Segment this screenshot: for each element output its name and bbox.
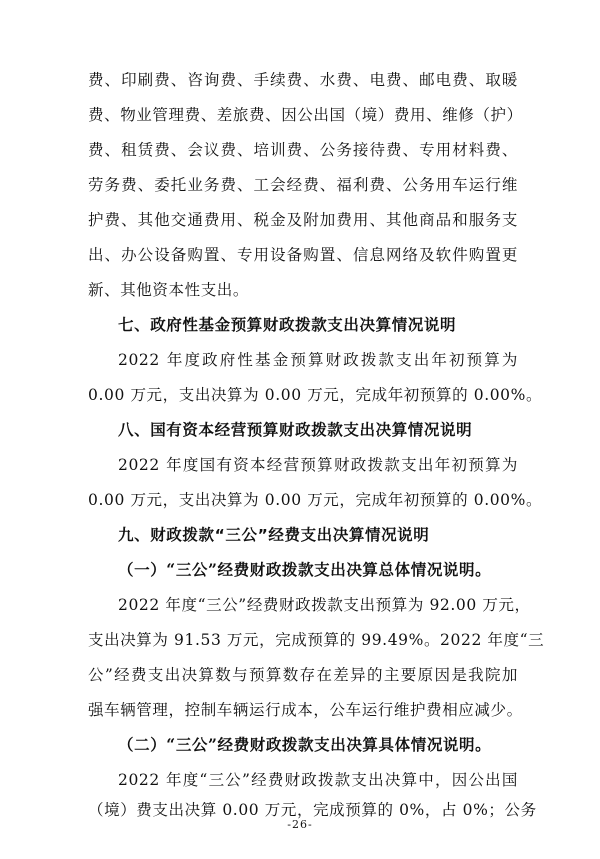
section-heading-8: 八、国有资本经营预算财政拨款支出决算情况说明 [118,421,473,439]
subheading-2: （二）“三公”经费财政拨款支出决算具体情况说明。 [118,735,492,754]
body-line: 劳务费、委托业务费、工会经费、福利费、公务用车运行维 [88,176,518,194]
paragraph-line: 2022 年度“三公”经费财政拨款支出决算中，因公出国 [118,771,518,789]
body-line: 费、租赁费、会议费、培训费、公务接待费、专用材料费、 [88,141,518,159]
section-heading-7: 七、政府性基金预算财政拨款支出决算情况说明 [118,316,457,334]
section-heading-9: 九、财政拨款“三公”经费支出决算情况说明 [118,526,430,544]
subheading-1: （一）“三公”经费财政拨款支出决算总体情况说明。 [118,560,492,579]
body-line: 新、其他资本性支出。 [88,281,250,299]
paragraph-line: 强车辆管理，控制车辆运行成本，公车运行维护费相应减少。 [88,701,523,719]
paragraph-line: 2022 年度政府性基金预算财政拨款支出年初预算为 [118,351,518,369]
paragraph-line: 2022 年度“三公”经费财政拨款支出预算为 92.00 万元， [118,596,531,614]
body-line: 出、办公设备购置、专用设备购置、信息网络及软件购置更 [88,246,518,264]
paragraph-line: 支出决算为 91.53 万元，完成预算的 99.49%。2022 年度“三 [88,631,545,649]
paragraph-line: 公”经费支出决算数与预算数存在差异的主要原因是我院加 [88,666,518,684]
body-line: 费、物业管理费、差旅费、因公出国（境）费用、维修（护） [88,106,523,124]
body-line: 费、印刷费、咨询费、手续费、水费、电费、邮电费、取暖 [88,71,518,89]
body-line: 护费、其他交通费用、税金及附加费用、其他商品和服务支 [88,211,518,229]
paragraph-line: 2022 年度国有资本经营预算财政拨款支出年初预算为 [118,456,518,474]
paragraph-line: （境）费支出决算 0.00 万元，完成预算的 0%，占 0%；公务 [88,801,537,819]
page-number: -26- [287,818,313,831]
paragraph-line: 0.00 万元，支出决算为 0.00 万元，完成年初预算的 0.00%。 [88,491,543,509]
paragraph-line: 0.00 万元，支出决算为 0.00 万元，完成年初预算的 0.00%。 [88,386,543,404]
